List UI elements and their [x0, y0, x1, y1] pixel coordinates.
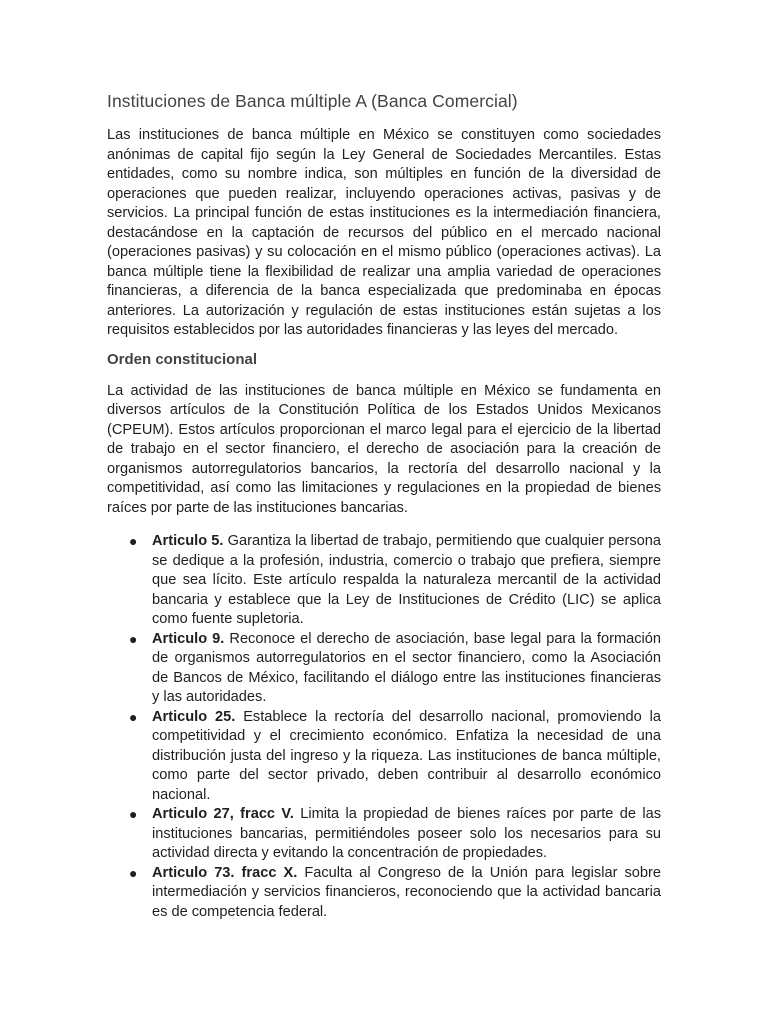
article-text: Limita la propiedad de bienes raíces por parte de las instituciones bancarias, permitiéndoles poseer solo los necesarios para su actividad directa y evitando la concentración de propiedades.	[152, 806, 661, 861]
list-item	[107, 805, 661, 864]
article-label: Articulo 5.	[152, 533, 224, 549]
article-text: Establece la rectoría del desarrollo nacional, promoviendo la competitividad y el crecimiento económico. Enfatiza la necesidad de una distribución justa del ingreso y la riqueza. Las instituciones de banca múltiple, como parte del sector privado, deben contribuir al desarrollo económico nacional.	[152, 708, 661, 803]
section-heading: Orden constitucional	[107, 350, 258, 368]
bullet-icon: ●	[129, 864, 138, 881]
document-title: Instituciones de Banca múltiple A (Banca Comercial)	[107, 91, 518, 111]
document-page	[107, 88, 661, 922]
list-item	[107, 630, 661, 708]
bullet-icon: ●	[129, 806, 138, 822]
article-text: Reconoce el derecho de asociación, base legal para la formación de organismos autorregulatorios en el sector financiero, como la Asociación de Bancos de México, facilitando el diálogo entre las instituciones financieras y las autoridades.	[152, 630, 661, 705]
articles-list	[107, 532, 661, 922]
list-item	[107, 532, 661, 630]
article-label: Articulo 27, fracc V.	[152, 806, 294, 822]
bullet-icon: ●	[129, 708, 138, 725]
article-text: Garantiza la libertad de trabajo, permitiendo que cualquier persona se dedique a la profesión, industria, comercio o trabajo que prefiera, siempre que sea lícito. Este artículo respalda la naturaleza mercantil de la actividad bancaria y establece que la Ley de Instituciones de Crédito (LIC) se aplica como fuente supletoria.	[152, 533, 661, 627]
list-item	[107, 864, 661, 923]
article-label: Articulo 9.	[152, 630, 225, 647]
intro-paragraph: Las instituciones de banca múltiple en México se constituyen como sociedades anónimas de capital fijo según la Ley General de Sociedades Mercantiles. Estas entidades, como su nombre indica, son múltiples en función de la diversidad de operaciones que pueden realizar, incluyendo operaciones activas, pasivas y de servicios. La principal función de estas instituciones es la intermediación financiera, destacándose en la captación de recursos del público en el mercado nacional (operaciones pasivas) y su colocación en el mismo público (operaciones activas). La banca múltiple tiene la flexibilidad de realizar una amplia variedad de operaciones financieras, a diferencia de la banca especializada que predominaba en épocas anteriores. La autorización y regulación de estas instituciones están sujetas a los requisitos establecidos por las autoridades financieras y las leyes del mercado.	[107, 127, 661, 338]
list-item	[107, 708, 661, 806]
section-paragraph: La actividad de las instituciones de banca múltiple en México se fundamenta en diversos artículos de la Constitución Política de los Estados Unidos Mexicanos (CPEUM). Estos artículos proporcionan el marco legal para el ejercicio de la libertad de trabajo en el sector financiero, el derecho de asociación para la creación de organismos autorregulatorios bancarios, la rectoría del desarrollo nacional y la competitividad, así como las limitaciones y regulaciones en la propiedad de bienes raíces por parte de las instituciones bancarias.	[107, 382, 661, 516]
article-label: Articulo 25.	[152, 708, 236, 725]
bullet-icon: ●	[129, 630, 138, 647]
article-label: Articulo 73. fracc X.	[152, 864, 298, 881]
article-text: Faculta al Congreso de la Unión para legislar sobre intermediación y servicios financieros, reconociendo que la actividad bancaria es de competencia federal.	[152, 864, 661, 920]
bullet-icon: ●	[129, 533, 138, 549]
